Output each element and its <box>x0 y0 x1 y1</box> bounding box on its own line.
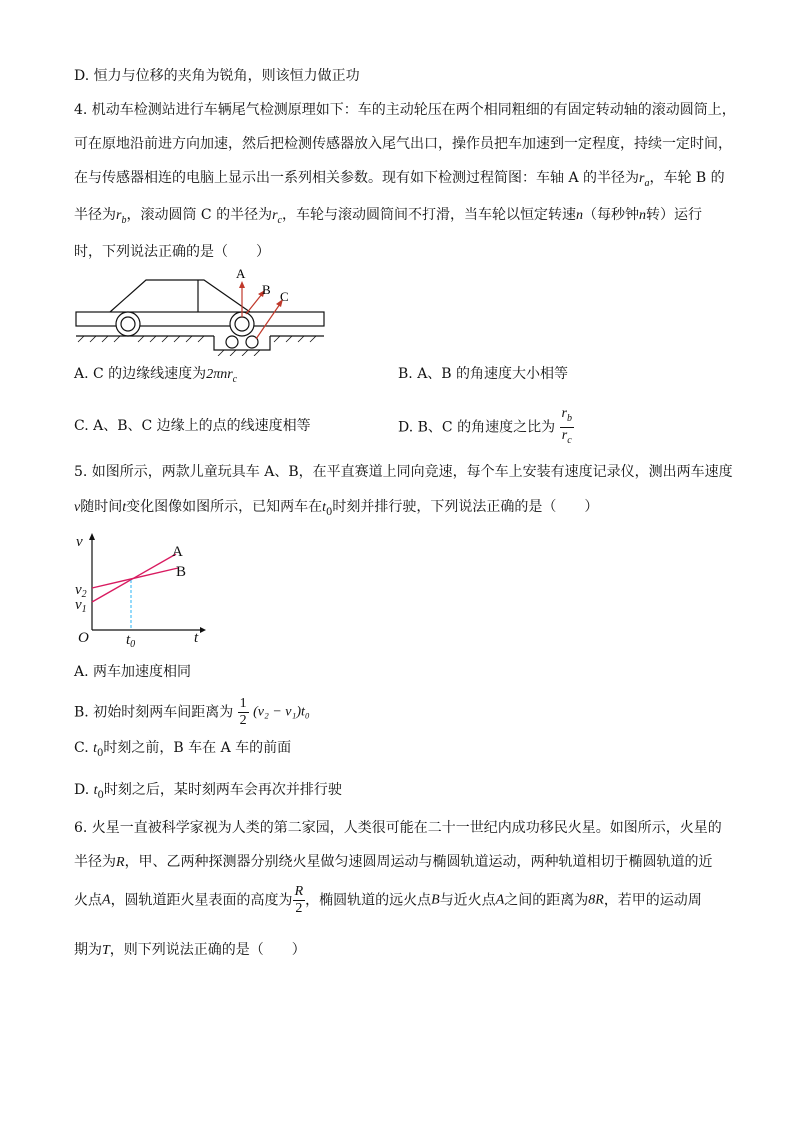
q4-stem-line-5: 时，下列说法正确的是（ ） <box>74 244 270 260</box>
q4-option-a: A. C 的边缘线速度为2πnr$_c$ <box>74 366 238 385</box>
q6-stem-line-4: 期为T，则下列说法正确的是（ ） <box>74 942 306 958</box>
q5-option-b: B. 初始时刻两车间距离为 $\frac{1}{2}$ (v₂ − v₁)t₀ <box>74 696 310 728</box>
v1-label: $v_1$ <box>75 597 87 615</box>
q5-stem-line-1: 5. 如图所示，两款儿童玩具车 A、B，在平直赛道上同向竞速，每个车上安装有速度记录仪，测出两车速度 <box>74 464 733 480</box>
q5-vt-graph <box>72 530 212 648</box>
q4-option-b: B. A、B 的角速度大小相等 <box>398 366 569 382</box>
q5-stem-line-2: v随时间t变化图像如图所示，已知两车在$t_0$时刻并排行驶，下列说法正确的是（ ） <box>74 499 599 518</box>
t0-label: $t_0$ <box>126 632 136 648</box>
q4-car-figure <box>74 266 330 356</box>
roller-pit <box>214 336 270 350</box>
fraction-half: $\frac{1}{2}$ <box>239 696 247 728</box>
q3-option-d: D. 恒力与位移的夹角为锐角，则该恒力做正功 <box>74 68 360 84</box>
q5-option-c: C. $t_0$时刻之前，B 车在 A 车的前面 <box>74 740 292 759</box>
line-b-label: B <box>176 564 187 580</box>
line-a-label: A <box>172 544 183 560</box>
q4-stem-line-2: 可在原地沿前进方向加速，然后把检测传感器放入尾气出口，操作员把车加速到一定程度，持续一定时间， <box>74 136 732 152</box>
car-cabin <box>110 280 250 312</box>
q6-stem-line-3: 火点A，圆轨道距火星表面的高度为 $\frac{R}{2}$ ，椭圆轨道的远火点B与近火点A之间的距离为8R，若甲的运动周 <box>74 884 702 916</box>
v-axis-label: v <box>76 534 83 550</box>
front-wheel <box>116 312 140 336</box>
label-a: A <box>236 266 246 281</box>
fraction-rb-rc: $\frac{r_b}{r_c}$ <box>561 406 572 446</box>
q4-stem-line-1: 4. 机动车检测站进行车辆尾气检测原理如下：车的主动轮压在两个相同粗细的有固定转动轴的滚动圆筒上， <box>74 102 736 118</box>
q5-option-d: D. $t_0$时刻之后，某时刻两车会再次并排行驶 <box>74 782 342 801</box>
q4-stem-line-3: 在与传感器相连的电脑上显示出一系列相关参数。现有如下检测过程简图：车轴 A 的半径为$r_a$，车轮 B 的 <box>74 170 725 189</box>
t-axis-label: t <box>194 630 199 646</box>
q6-stem-line-2: 半径为R，甲、乙两种探测器分别绕火星做匀速圆周运动与椭圆轨道运动，两种轨道相切于椭圆轨道的近 <box>74 854 713 870</box>
label-c: C <box>280 289 289 304</box>
roller-c-left <box>226 336 238 348</box>
arrow-b <box>246 294 262 314</box>
arrow-c <box>256 304 280 339</box>
fraction-r-over-2: $\frac{R}{2}$ <box>294 884 304 916</box>
q4-option-d: D. B、C 的角速度之比为 $\frac{r_b}{r_c}$ <box>398 406 574 449</box>
v2-label: $v_2$ <box>75 582 87 600</box>
q4-stem-line-4: 半径为$r_b$，滚动圆筒 C 的半径为$r_c$，车轮与滚动圆筒间不打滑，当车轮以恒定转速n（每秒钟n转）运行 <box>74 207 702 226</box>
label-b: B <box>262 282 271 297</box>
ground-hatching <box>78 336 316 356</box>
q6-stem-line-1: 6. 火星一直被科学家视为人类的第二家园，人类很可能在二十一世纪内成功移民火星。如图所示，火星的 <box>74 820 722 836</box>
line-b <box>92 568 178 588</box>
q4-option-c: C. A、B、C 边缘上的点的线速度相等 <box>74 418 311 434</box>
q5-option-a: A. 两车加速度相同 <box>74 664 192 680</box>
car-body-base <box>76 312 324 326</box>
origin-label: O <box>78 630 89 646</box>
